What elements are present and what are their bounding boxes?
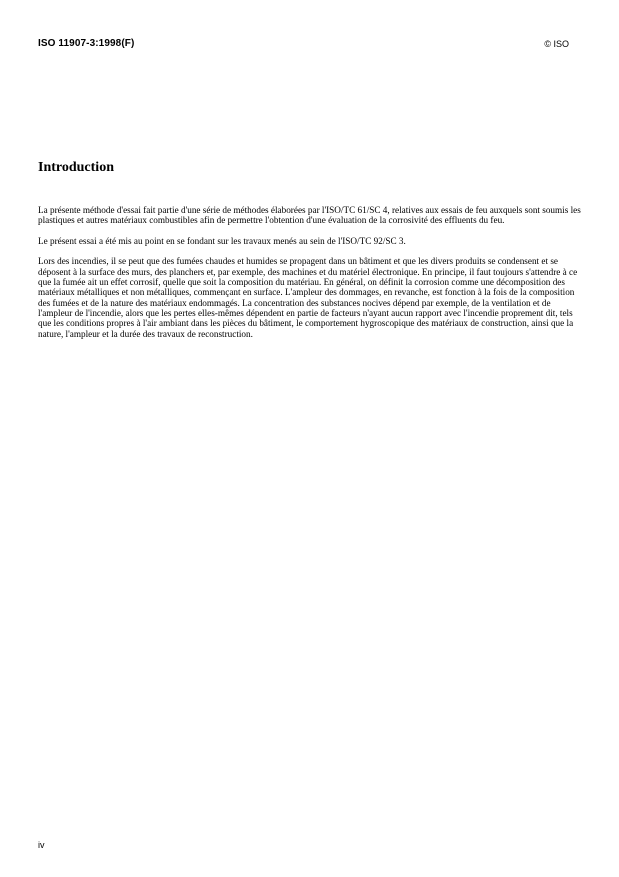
paragraph-corrosion: Lors des incendies, il se peut que des fumées chaudes et humides se propagent dans un bâtiment et que les divers produits se condensent et se déposent à la surface des murs, des planchers et, par exemple, des machines et du matériel électronique. En principe, il faut toujours s'attendre à ce que la fumée ait un effet corrosif, quelle que soit la composition du matériau. En général, on définit la corrosion comme une décomposition des matériaux métalliques et non métalliques, commençant en surface. L'ampleur des dommages, en revanche, est fonction à la fois de la composition des fumées et de la nature des matériaux endommagés. La concentration des substances nocives dépend par exemple, de la ventilation et de l'ampleur de l'incendie, alors que les pertes elles-mêmes dépendent en partie de facteurs n'ayant aucun rapport avec l'incendie proprement dit, tels que les conditions propres à l'air ambiant dans les pièces du bâtiment, le comportement hygroscopique des matériaux de construction, ainsi que la nature, l'ampleur et la durée des travaux de reconstruction. (38, 256, 578, 339)
document-id: ISO 11907-3:1998(F) (38, 38, 135, 49)
paragraph-origin: Le présent essai a été mis au point en se fondant sur les travaux menés au sein de l'ISO/TC 92/SC 3. (38, 235, 406, 246)
copyright-notice: © ISO (544, 39, 569, 49)
section-title: Introduction (38, 160, 114, 175)
paragraph-scope: La présente méthode d'essai fait partie d'une série de méthodes élaborées par l'ISO/TC 61/SC 4, relatives aux essais de feu auxquels sont soumis les plastiques et autres matériaux combustibles afin de permettre l'obtention d'une évaluation de la corrosivité des effluents du feu. (38, 205, 581, 226)
section-body (38, 205, 583, 349)
page-number: iv (38, 840, 45, 850)
